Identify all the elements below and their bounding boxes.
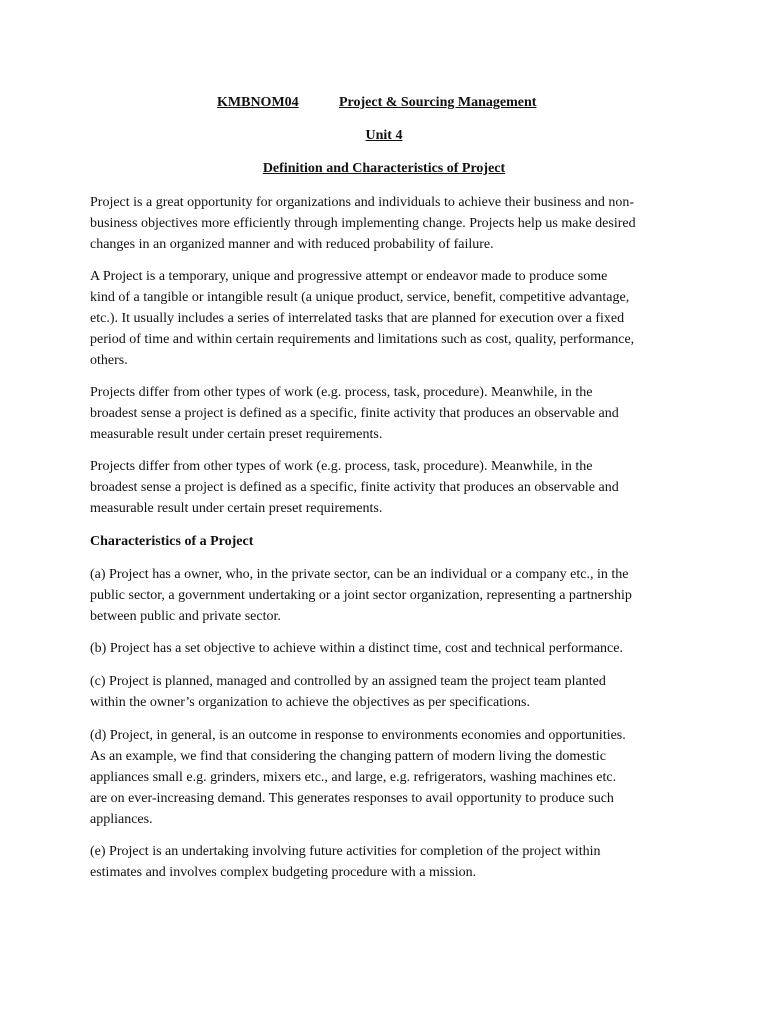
difference-paragraph: Projects differ from other types of work (e.g. process, task, procedure). Meanwhile, in the broadest sense a project is defined as a specific, finite activity that produces an observable and measurable result under certain preset requirements. xyxy=(90,385,619,442)
course-title: Project & Sourcing Management xyxy=(339,95,537,110)
course-code: KMBNOM04 xyxy=(217,95,299,110)
characteristic-item-d: (d) Project, in general, is an outcome in response to environments economies and opportunities. As an example, we find that considering the changing pattern of modern living the domestic appliances small e.g. grinders, mixers etc., and large, e.g. refrigerators, washing machines etc. are on ever-increasing demand. This generates responses to avail opportunity to produce such appliances. xyxy=(90,728,626,827)
characteristic-item-c: (c) Project is planned, managed and controlled by an assigned team the project team planted within the owner’s organization to achieve the objectives as per specifications. xyxy=(90,674,606,710)
characteristic-item-b: (b) Project has a set objective to achieve within a distinct time, cost and technical performance. xyxy=(90,641,623,656)
characteristic-item-e: (e) Project is an undertaking involving future activities for completion of the project within estimates and involves complex budgeting procedure with a mission. xyxy=(90,844,601,880)
intro-paragraph: Project is a great opportunity for organizations and individuals to achieve their business and non- business objectives more efficiently through implementing change. Projects help us make desired changes in an organized manner and with reduced probability of failure. xyxy=(90,195,636,252)
difference-paragraph-repeat: Projects differ from other types of work (e.g. process, task, procedure). Meanwhile, in the broadest sense a project is defined as a specific, finite activity that produces an observable and measurable result under certain preset requirements. xyxy=(90,459,619,516)
unit-label: Unit 4 xyxy=(365,128,403,143)
document-title: Definition and Characteristics of Project xyxy=(262,161,506,176)
document-title-line xyxy=(0,160,768,178)
characteristic-item-a: (a) Project has a owner, who, in the private sector, can be an individual or a company etc., in the public sector, a government undertaking or a joint sector organization, representing a partnership between public and private sector. xyxy=(90,567,632,624)
definition-paragraph: A Project is a temporary, unique and progressive attempt or endeavor made to produce some kind of a tangible or intangible result (a unique product, service, benefit, competitive advantage, etc.). It usually includes a series of interrelated tasks that are planned for execution over a fixed period of time and within certain requirements and limitations such as cost, quality, performance, others. xyxy=(90,269,635,368)
characteristics-heading: Characteristics of a Project xyxy=(90,534,254,549)
unit-header xyxy=(0,127,768,145)
